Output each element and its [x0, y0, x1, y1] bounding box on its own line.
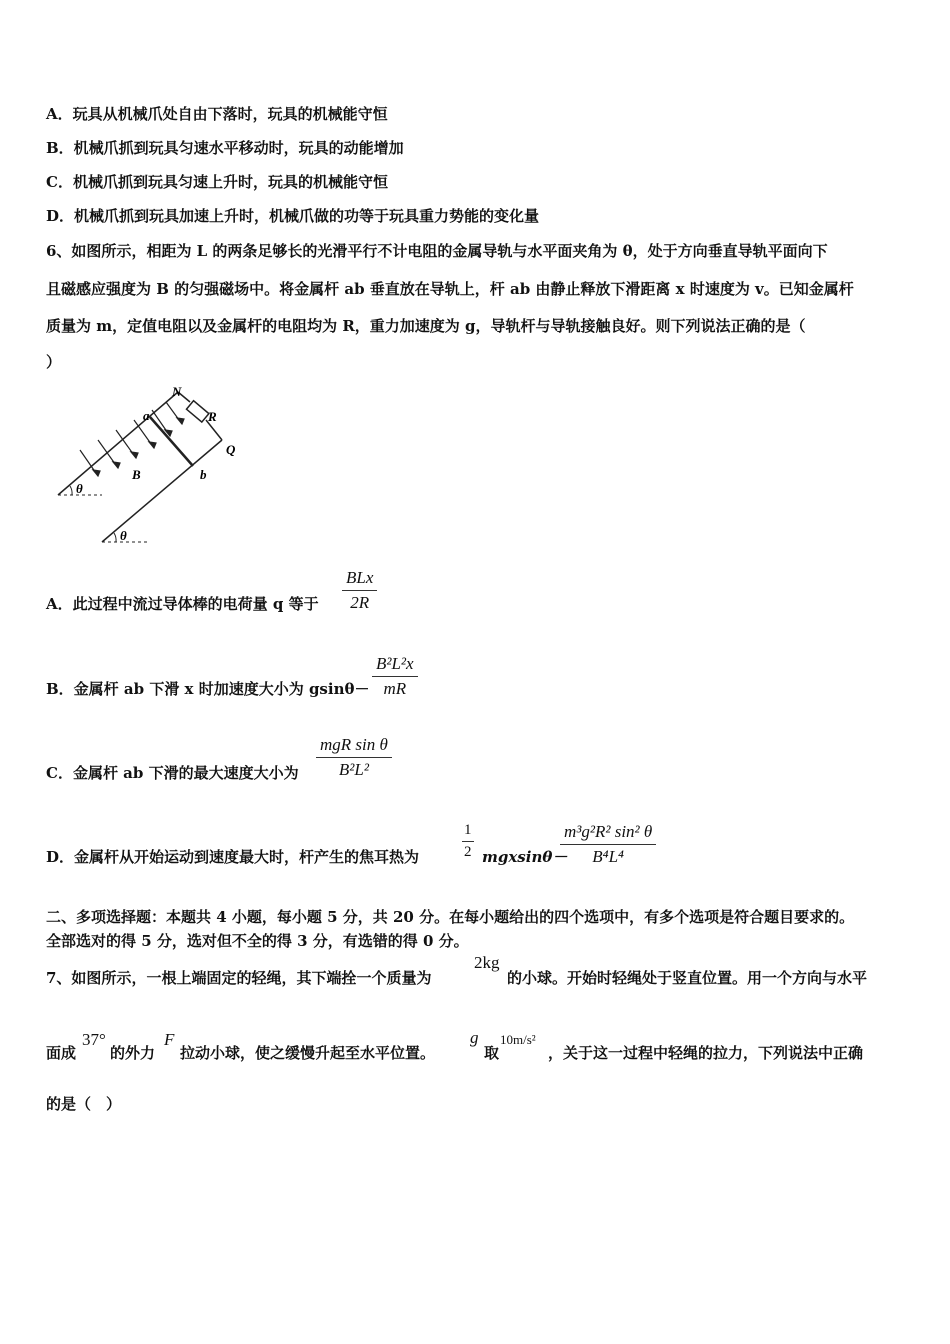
q6-option-a: A．此过程中流过导体棒的电荷量 q 等于: [46, 595, 319, 613]
q7-line1-part2: 的小球。开始时轻绳处于竖直位置。用一个方向与水平: [507, 969, 868, 987]
q7-line2-part5: 拉动小球，使之缓慢升起至水平位置。: [180, 1044, 436, 1062]
frac-b-den: mR: [383, 679, 407, 698]
frac-c-den: B²L²: [338, 760, 369, 779]
q6-stem-line2: 且磁感应强度为 B 的匀强磁场中。将金属杆 ab 垂直放在导轨上，杆 ab 由静止释放下滑距离 x 时速度为 v。已知金属杆: [46, 280, 854, 298]
q7-line3: 的是（ ）: [46, 1095, 122, 1113]
q5-option-a: A．玩具从机械爪处自由下落时，玩具的机械能守恒: [46, 105, 388, 123]
frac-d-num: m³g²R² sin² θ: [564, 822, 653, 841]
q6-option-d: D．金属杆从开始运动到速度最大时，杆产生的焦耳热为: [46, 848, 420, 866]
q6-option-b: B．金属杆 ab 下滑 x 时加速度大小为 gsinθ－: [46, 680, 370, 698]
label-q: Q: [226, 442, 236, 457]
q7-g-value: 10m/s²: [500, 1032, 536, 1047]
label-a: a: [143, 408, 150, 423]
label-r: R: [208, 409, 217, 424]
section2-line2: 全部选对的得 5 分，选对但不全的得 3 分，有选错的得 0 分。: [46, 932, 469, 950]
label-theta-2: θ: [120, 528, 127, 543]
section2-line1: 二、多项选择题：本题共 4 小题，每小题 5 分，共 20 分。在每小题给出的四个选项中，有多个选项是符合题目要求的。: [46, 908, 855, 926]
q6-option-a-fraction: [342, 568, 377, 613]
frac-b-num: B²L²x: [376, 654, 414, 673]
q7-g-symbol: g: [470, 1028, 479, 1047]
q6-stem-line4: ）: [46, 353, 62, 371]
q7-line2-part7: ，关于这一过程中轻绳的拉力，下列说法中正确: [548, 1044, 864, 1062]
q6-option-d-mid: mgxsinθ－: [482, 848, 568, 866]
q6-option-c: C．金属杆 ab 下滑的最大速度大小为: [46, 764, 299, 782]
label-theta-1: θ: [76, 481, 83, 496]
q7-line1-part1: 7、如图所示，一根上端固定的轻绳，其下端拴一个质量为: [46, 969, 432, 987]
q7-line2-part4: 的外力: [110, 1044, 156, 1062]
q6-option-d-half: [462, 822, 474, 861]
q6-option-d-fraction: [560, 822, 656, 867]
q6-option-b-fraction: [372, 654, 418, 699]
q6-figure: [50, 380, 250, 550]
q6-stem-line3: 质量为 m，定值电阻以及金属杆的电阻均为 R，重力加速度为 g，导轨杆与导轨接触良好。则下列说法正确的是（: [46, 317, 806, 335]
frac-d-half-num: 1: [464, 822, 472, 838]
frac-d-den: B⁴L⁴: [592, 847, 624, 866]
q6-stem-line1: 6、如图所示，相距为 L 的两条足够长的光滑平行不计电阻的金属导轨与水平面夹角为 θ，处于方向垂直导轨平面向下: [46, 242, 828, 260]
frac-a-num: BLx: [346, 568, 374, 587]
frac-a-den: 2R: [350, 593, 370, 612]
q5-option-b: B．机械爪抓到玩具匀速水平移动时，玩具的动能增加: [46, 139, 404, 157]
q7-angle: 37°: [82, 1030, 106, 1049]
q5-option-c: C．机械爪抓到玩具匀速上升时，玩具的机械能守恒: [46, 173, 388, 191]
q7-force-symbol: F: [164, 1030, 175, 1049]
frac-c-num: mgR sin θ: [320, 735, 388, 754]
q5-option-d: D．机械爪抓到玩具加速上升时，机械爪做的功等于玩具重力势能的变化量: [46, 207, 540, 225]
q6-option-c-fraction: [316, 735, 392, 780]
frac-d-half-den: 2: [464, 844, 472, 860]
q7-line2-part6: 取: [484, 1044, 500, 1062]
q7-mass: 2kg: [474, 953, 500, 972]
q7-line2-part3: 面成: [46, 1044, 77, 1062]
label-b-end: b: [200, 467, 207, 482]
label-b-field: B: [132, 467, 141, 482]
label-n: N: [172, 384, 182, 399]
